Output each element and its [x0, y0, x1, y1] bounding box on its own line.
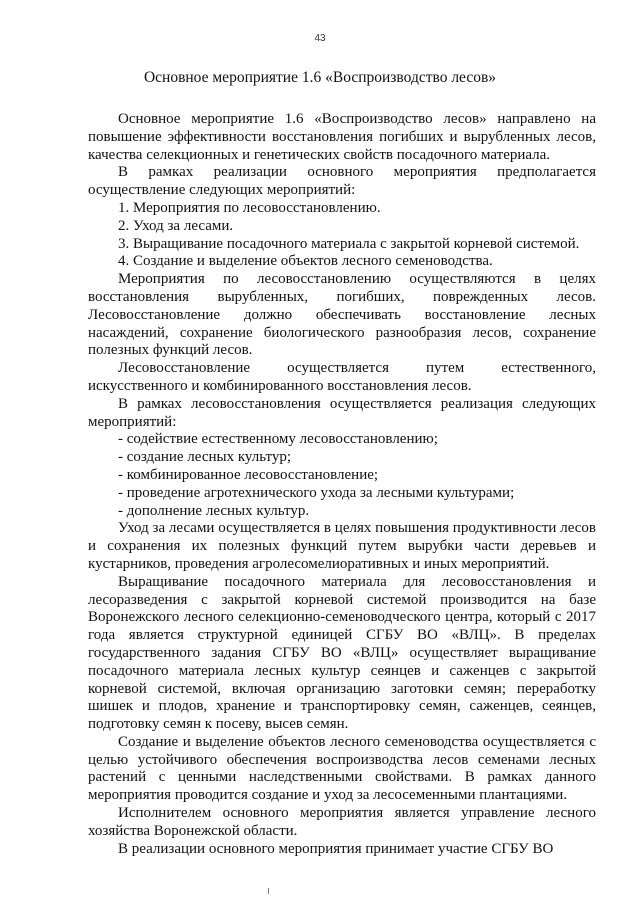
section-heading: Основное мероприятие 1.6 «Воспроизводство лесов» — [143, 69, 497, 86]
paragraph: Мероприятия по лесовосстановлению осуществляются в целях восстановления вырубленных, погибших, поврежденных лесов. Лесовосстановление должно обеспечивать восстановление лесных насаждений, сохранение биологического разнообразия лесов, сохранение полезных функций лесов. — [88, 271, 596, 359]
list-item: 1. Мероприятия по лесовосстановлению. — [118, 199, 381, 216]
paragraph: Лесовосстановление осуществляется путем естественного, искусственного и комбинированного восстановления лесов. — [88, 360, 596, 394]
paragraph: Уход за лесами осуществляется в целях повышения продуктивности лесов и сохранения их полезных функций путем вырубки части деревьев и кустарников, проведения агролесомелиоративных и иных мероприятий. — [88, 520, 596, 572]
list-item: 3. Выращивание посадочного материала с закрытой корневой системой. — [118, 235, 580, 252]
document-body — [88, 111, 596, 858]
list-item: - содействие естественному лесовосстановлению; — [118, 431, 438, 448]
list-item: 4. Создание и выделение объектов лесного семеноводства. — [118, 253, 493, 270]
paragraph: В рамках лесовосстановления осуществляется реализация следующих мероприятий: — [88, 395, 596, 430]
list-item: - проведение агротехнического ухода за лесными культурами; — [118, 484, 515, 501]
paragraph: Создание и выделение объектов лесного семеноводства осуществляется с целью устойчивого обеспечения воспроизводства лесов семенами лесных растений с ценными наследственными свойствами. В рамках данного мероприятия проводится создание и уход за лесосеменными плантациями. — [88, 733, 596, 804]
page-number: 43 — [314, 33, 326, 44]
list-item: - комбинированное лесовосстановление; — [118, 466, 379, 483]
list-item: - дополнение лесных культур. — [118, 502, 310, 519]
scan-mark — [268, 888, 269, 894]
paragraph: Основное мероприятие 1.6 «Воспроизводство лесов» направлено на повышение эффективности восстановления погибших и вырубленных лесов, качества селекционных и генетических свойств посадочного материала. — [88, 111, 596, 163]
paragraph: В реализации основного мероприятия принимает участие СГБУ ВО — [118, 840, 554, 857]
paragraph: Исполнителем основного мероприятия является управление лесного хозяйства Воронежской области. — [88, 805, 596, 839]
paragraph: Выращивание посадочного материала для лесовосстановления и лесоразведения с закрытой корневой системой производится на базе Воронежского лесного селекционно-семеноводческого центра, который с 2017 года является структурной единицей СГБУ ВО «ВЛЦ». В пределах государственного задания СГБУ ВО «ВЛЦ» осуществляет выращивание посадочного материала лесных культур сеянцев и саженцев с закрытой корневой системой, включая организацию заготовки семян; переработку шишек и плодов, хранение и транспортировку семян, саженцев, сеянцев, подготовку семян к посеву, высев семян. — [88, 573, 596, 733]
list-item: - создание лесных культур; — [118, 449, 292, 466]
list-item: 2. Уход за лесами. — [118, 217, 234, 234]
paragraph: В рамках реализации основного мероприятия предполагается осуществление следующих мероприятий: — [88, 164, 596, 199]
